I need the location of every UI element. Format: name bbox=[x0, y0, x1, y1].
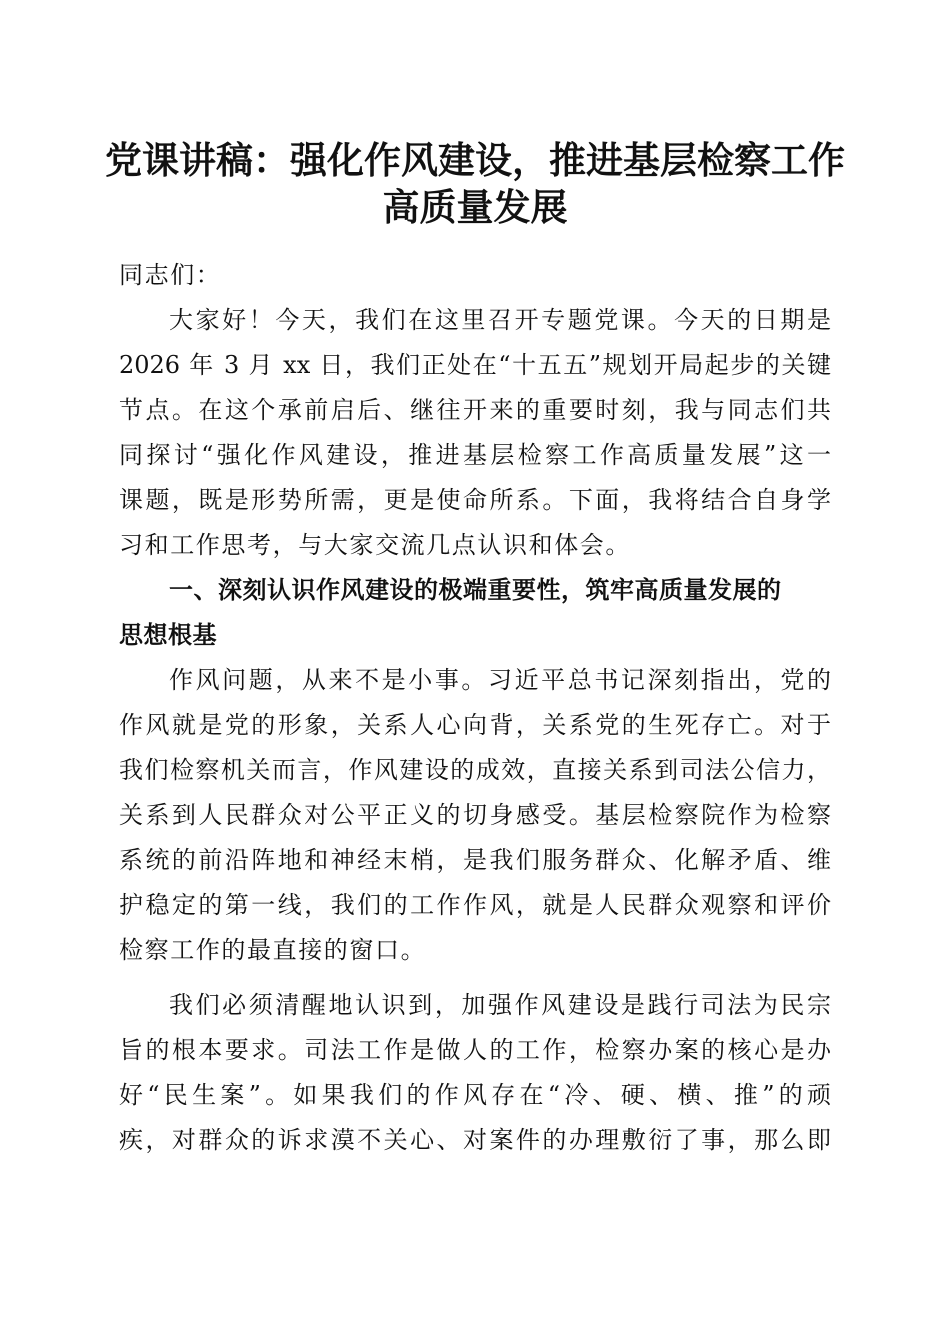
paragraph-line: 旨的根本要求。司法工作是做人的工作，检察办案的核心是办 bbox=[119, 1036, 831, 1064]
document-title-line-1: 党课讲稿：强化作风建设，推进基层检察工作 bbox=[105, 139, 845, 182]
paragraph-line: 检察工作的最直接的窗口。 bbox=[119, 936, 427, 964]
document-body bbox=[119, 253, 831, 1163]
paragraph-2 bbox=[119, 658, 831, 973]
paragraph-line: 习和工作思考，与大家交流几点认识和体会。 bbox=[119, 531, 631, 559]
paragraph-line: 课题，既是形势所需，更是使命所系。下面，我将结合自身学 bbox=[119, 486, 831, 514]
paragraph-intro bbox=[119, 298, 831, 568]
paragraph-3 bbox=[119, 983, 831, 1163]
paragraph-line: 我们检察机关而言，作风建设的成效，直接关系到司法公信力， bbox=[119, 756, 831, 784]
section-heading-1 bbox=[119, 568, 831, 658]
section-heading-line: 思想根基 bbox=[119, 621, 217, 649]
paragraph-line: 系统的前沿阵地和神经末梢，是我们服务群众、化解矛盾、维 bbox=[119, 846, 831, 874]
paragraph-line: 节点。在这个承前启后、继往开来的重要时刻，我与同志们共 bbox=[119, 396, 831, 424]
section-heading-line: 一、深刻认识作风建设的极端重要性，筑牢高质量发展的 bbox=[169, 576, 782, 604]
salutation: 同志们： bbox=[119, 261, 222, 289]
paragraph-line: 关系到人民群众对公平正义的切身感受。基层检察院作为检察 bbox=[119, 801, 831, 829]
paragraph-line: 好“民生案”。如果我们的作风存在“冷、硬、横、推”的顽 bbox=[119, 1081, 831, 1109]
paragraph-line: 大家好！今天，我们在这里召开专题党课。今天的日期是 bbox=[169, 306, 831, 334]
paragraph-line: 护稳定的第一线，我们的工作作风，就是人民群众观察和评价 bbox=[119, 891, 831, 919]
paragraph-line: 2026 年 3 月 xx 日，我们正处在“十五五”规划开局起步的关键 bbox=[119, 351, 831, 379]
paragraph-line: 同探讨“强化作风建设，推进基层检察工作高质量发展”这一 bbox=[119, 441, 831, 469]
paragraph-line: 作风就是党的形象，关系人心向背，关系党的生死存亡。对于 bbox=[119, 711, 831, 739]
paragraph-line: 我们必须清醒地认识到，加强作风建设是践行司法为民宗 bbox=[169, 991, 831, 1019]
document-title-line-2: 高质量发展 bbox=[382, 186, 568, 229]
paragraph-spacer bbox=[119, 973, 831, 983]
paragraph-line: 作风问题，从来不是小事。习近平总书记深刻指出，党的 bbox=[169, 666, 831, 694]
paragraph-line: 疾，对群众的诉求漠不关心、对案件的办理敷衍了事，那么即 bbox=[119, 1126, 831, 1154]
